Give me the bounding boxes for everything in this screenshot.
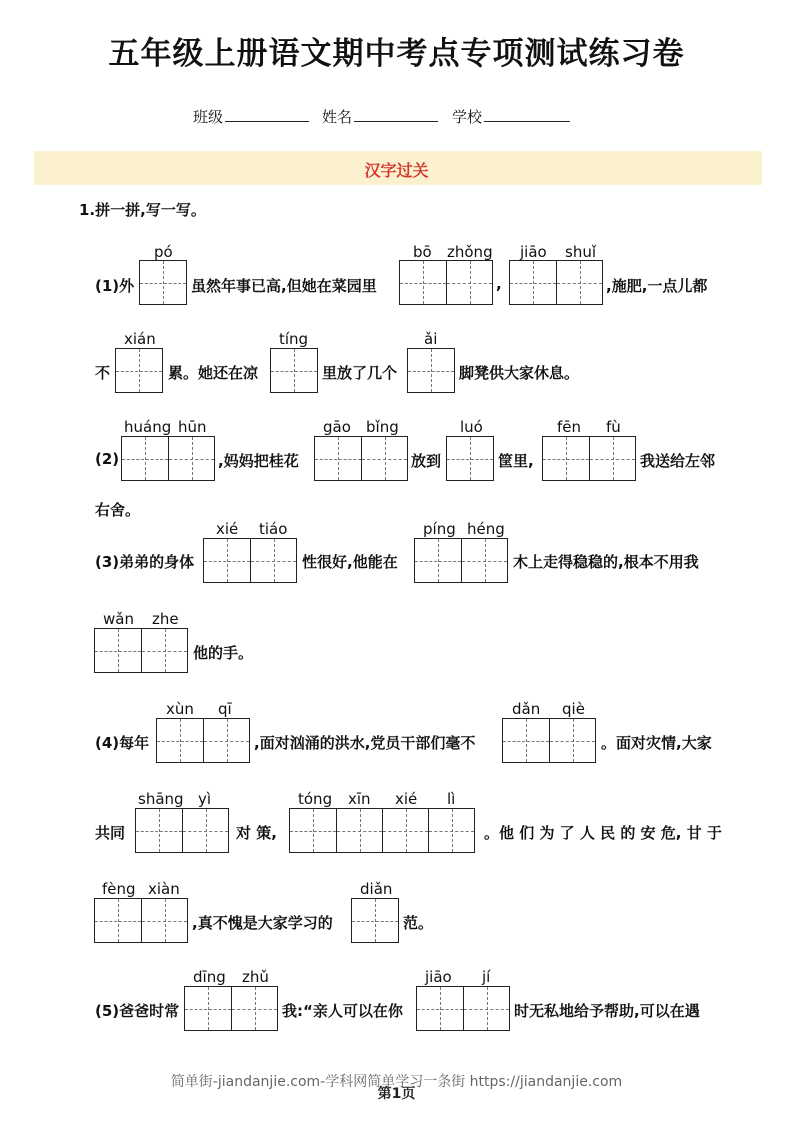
- pinyin: ǎi: [424, 330, 438, 348]
- answer-grid[interactable]: [542, 436, 636, 481]
- pinyin: xié: [216, 520, 239, 538]
- answer-grid[interactable]: [407, 348, 455, 393]
- answer-grid[interactable]: [289, 808, 475, 853]
- answer-grid[interactable]: [156, 718, 250, 763]
- sentence-text: (3)弟弟的身体: [95, 553, 195, 571]
- pinyin: huáng: [124, 418, 172, 436]
- answer-grid[interactable]: [414, 538, 508, 583]
- sentence-text: 放到: [411, 452, 442, 470]
- pinyin: bō: [413, 243, 432, 261]
- sentence-text: 脚凳供大家休息。: [459, 364, 580, 382]
- pinyin: tiáo: [259, 520, 288, 538]
- pinyin: píng: [423, 520, 456, 538]
- sentence-text: 我:“亲人可以在你: [282, 1002, 403, 1020]
- pinyin: zhǔ: [242, 968, 269, 986]
- sentence-text: 累。她还在凉: [168, 364, 259, 382]
- pinyin: qiè: [562, 700, 585, 718]
- answer-grid[interactable]: [135, 808, 229, 853]
- pinyin: xié: [395, 790, 418, 808]
- pinyin: xián: [124, 330, 156, 348]
- pinyin: lì: [447, 790, 456, 808]
- pinyin: fù: [606, 418, 621, 436]
- sentence-text: 我送给左邻: [640, 452, 716, 470]
- page-title: 五年级上册语文期中考点专项测试练习卷: [108, 36, 685, 72]
- answer-grid[interactable]: [94, 898, 188, 943]
- pinyin: jiāo: [520, 243, 547, 261]
- pinyin: xiàn: [148, 880, 180, 898]
- answer-grid[interactable]: [270, 348, 318, 393]
- sentence-text: (1)外: [95, 277, 135, 295]
- name-field: 姓名: [322, 106, 438, 127]
- pinyin: hūn: [178, 418, 207, 436]
- answer-grid[interactable]: [399, 260, 493, 305]
- sentence-text: 木上走得稳稳的,根本不用我: [513, 553, 699, 571]
- pinyin: tíng: [279, 330, 309, 348]
- pinyin: pó: [154, 243, 173, 261]
- sentence-text: 他的手。: [193, 644, 254, 662]
- pinyin: xīn: [348, 790, 371, 808]
- page-number: 第1页: [377, 1086, 416, 1102]
- answer-grid[interactable]: [351, 898, 399, 943]
- answer-grid[interactable]: [416, 986, 510, 1031]
- answer-grid[interactable]: [121, 436, 215, 481]
- sentence-text: (4)每年: [95, 734, 150, 752]
- sentence-text: ,面对汹涌的洪水,党员干部们毫不: [254, 734, 476, 752]
- pinyin: shuǐ: [565, 243, 596, 261]
- class-field: 班级: [193, 106, 309, 127]
- pinyin: dīng: [193, 968, 226, 986]
- sentence-text: 。面对灾情,大家: [601, 734, 712, 752]
- answer-grid[interactable]: [314, 436, 408, 481]
- sentence-text: 。他 们 为 了 人 民 的 安 危, 甘 于: [484, 824, 722, 842]
- pinyin: shāng: [138, 790, 184, 808]
- sentence-text: 范。: [403, 914, 434, 932]
- pinyin: bǐng: [366, 418, 399, 436]
- pinyin: jí: [482, 968, 491, 986]
- answer-grid[interactable]: [115, 348, 163, 393]
- sentence-text: 虽然年事已高,但她在菜园里: [191, 277, 377, 295]
- sentence-text: 筐里,: [498, 452, 534, 470]
- answer-grid[interactable]: [203, 538, 297, 583]
- pinyin: zhe: [152, 610, 179, 628]
- pinyin: qī: [218, 700, 232, 718]
- pinyin: tóng: [298, 790, 333, 808]
- pinyin: héng: [467, 520, 505, 538]
- answer-grid[interactable]: [139, 260, 187, 305]
- pinyin: fēn: [557, 418, 582, 436]
- sentence-text: 里放了几个: [322, 364, 398, 382]
- pinyin: diǎn: [360, 880, 393, 898]
- pinyin: zhǒng: [447, 243, 493, 261]
- pinyin: gāo: [323, 418, 351, 436]
- pinyin: xùn: [166, 700, 194, 718]
- answer-grid[interactable]: [502, 718, 596, 763]
- answer-grid[interactable]: [94, 628, 188, 673]
- pinyin: jiāo: [425, 968, 452, 986]
- sentence-text: 右舍。: [95, 501, 141, 519]
- sentence-text: 时无私地给予帮助,可以在遇: [514, 1002, 700, 1020]
- sentence-text: ,真不愧是大家学习的: [192, 914, 333, 932]
- pinyin: dǎn: [512, 700, 541, 718]
- sentence-text: ,施肥,一点儿都: [606, 277, 708, 295]
- sentence-text: 性很好,他能在: [302, 553, 398, 571]
- watermark-text: 简单街-jiandanjie.com-学科网简单学习一条街 https://jiandanjie.com: [170, 1074, 623, 1090]
- pinyin: luó: [460, 418, 483, 436]
- sentence-text: (5)爸爸时常: [95, 1002, 180, 1020]
- answer-grid[interactable]: [184, 986, 278, 1031]
- answer-grid[interactable]: [509, 260, 603, 305]
- pinyin: wǎn: [103, 610, 134, 628]
- sentence-text: ,: [496, 275, 502, 293]
- sentence-text: 不: [95, 364, 111, 382]
- sentence-text: ,妈妈把桂花: [218, 452, 299, 470]
- pinyin: fèng: [102, 880, 136, 898]
- pinyin: yì: [198, 790, 212, 808]
- question-1-title: 1.拼一拼,写一写。: [79, 201, 206, 219]
- sentence-text: 对 策,: [236, 824, 277, 842]
- school-field: 学校: [452, 106, 570, 127]
- section-title: 汉字过关: [364, 161, 429, 180]
- answer-grid[interactable]: [446, 436, 494, 481]
- sentence-text: (2): [95, 450, 120, 468]
- sentence-text: 共同: [95, 824, 126, 842]
